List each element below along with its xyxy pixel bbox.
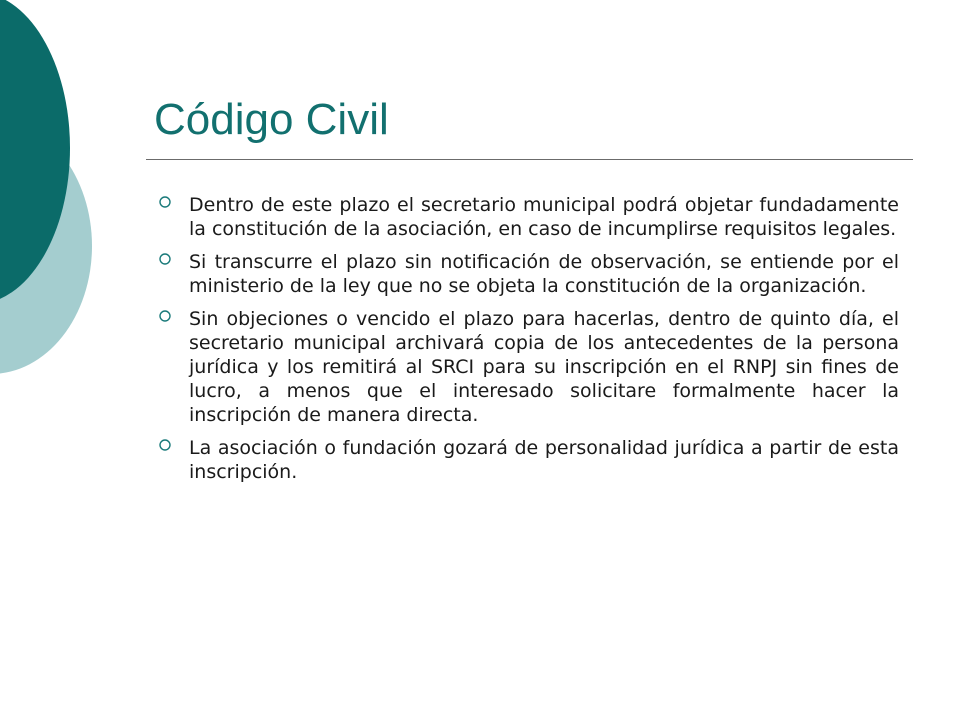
- slide-title: Código Civil: [154, 95, 389, 144]
- title-divider: [146, 159, 913, 160]
- bullet-text: Dentro de este plazo el secretario municipal podrá objetar fundadamente la constitución de la asociación, en caso de incumplirse requisitos legales.: [189, 194, 899, 240]
- list-item: [150, 193, 899, 241]
- ring-bullet-icon: [158, 438, 172, 452]
- ring-bullet-icon: [158, 252, 172, 266]
- ring-bullet-icon: [158, 309, 172, 323]
- bullet-text: La asociación o fundación gozará de personalidad jurídica a partir de esta inscripción.: [189, 437, 899, 483]
- ring-bullet-icon: [158, 195, 172, 209]
- list-item: [150, 250, 899, 298]
- bullet-text: Sin objeciones o vencido el plazo para hacerlas, dentro de quinto día, el secretario municipal archivará copia de los antecedentes de la persona jurídica y los remitirá al SRCI para su inscripción en el RNPJ sin fines de lucro, a menos que el interesado solicitare formalmente hacer la inscripción de manera directa.: [189, 308, 899, 426]
- list-item: [150, 436, 899, 484]
- bullet-list: [150, 193, 899, 493]
- bullet-text: Si transcurre el plazo sin notificación de observación, se entiende por el ministerio de la ley que no se objeta la constitución de la organización.: [189, 251, 899, 297]
- list-item: [150, 307, 899, 427]
